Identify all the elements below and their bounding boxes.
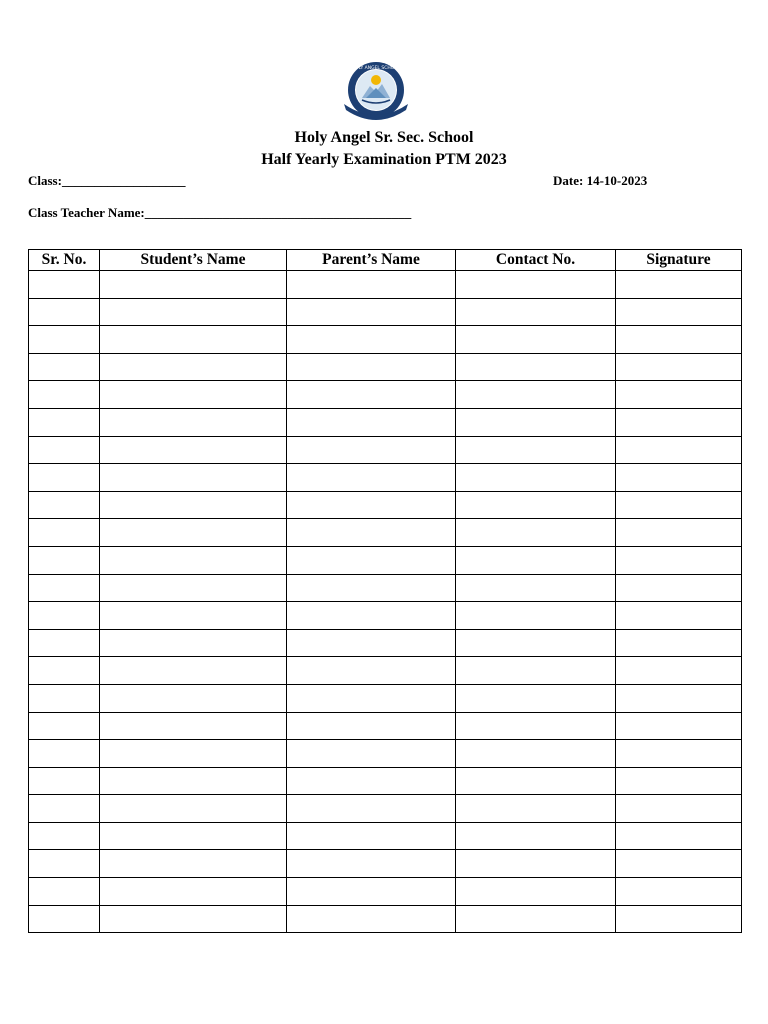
sr-no-cell (29, 353, 100, 381)
student-name-cell (100, 602, 287, 630)
table-row (29, 381, 742, 409)
table-row (29, 795, 742, 823)
student-name-cell (100, 740, 287, 768)
parent-name-cell (287, 353, 456, 381)
table-row (29, 546, 742, 574)
table-row (29, 602, 742, 630)
column-header-parent-name: Parent’s Name (287, 250, 456, 271)
signature-cell (616, 408, 742, 436)
contact-no-cell (456, 326, 616, 354)
sr-no-cell (29, 574, 100, 602)
parent-name-cell (287, 546, 456, 574)
sr-no-cell (29, 822, 100, 850)
sr-no-cell (29, 271, 100, 299)
signature-cell (616, 822, 742, 850)
sr-no-cell (29, 408, 100, 436)
sr-no-cell (29, 878, 100, 906)
parent-name-cell (287, 740, 456, 768)
signature-cell (616, 464, 742, 492)
student-name-cell (100, 629, 287, 657)
contact-no-cell (456, 546, 616, 574)
parent-name-cell (287, 850, 456, 878)
student-name-cell (100, 684, 287, 712)
table-row (29, 684, 742, 712)
student-name-cell (100, 822, 287, 850)
parent-name-cell (287, 408, 456, 436)
table-row (29, 767, 742, 795)
student-name-cell (100, 408, 287, 436)
student-name-cell (100, 353, 287, 381)
exam-title: Half Yearly Examination PTM 2023 (261, 151, 507, 168)
student-name-cell (100, 464, 287, 492)
table-row (29, 740, 742, 768)
signature-cell (616, 298, 742, 326)
signature-cell (616, 546, 742, 574)
table-row (29, 326, 742, 354)
signature-cell (616, 491, 742, 519)
parent-name-cell (287, 684, 456, 712)
parent-name-cell (287, 436, 456, 464)
sr-no-cell (29, 657, 100, 685)
signature-cell (616, 905, 742, 933)
student-name-cell (100, 546, 287, 574)
student-name-cell (100, 519, 287, 547)
sr-no-cell (29, 381, 100, 409)
signature-cell (616, 574, 742, 602)
table-row (29, 519, 742, 547)
contact-no-cell (456, 850, 616, 878)
contact-no-cell (456, 795, 616, 823)
table-row (29, 491, 742, 519)
parent-name-cell (287, 657, 456, 685)
sr-no-cell (29, 740, 100, 768)
sr-no-cell (29, 629, 100, 657)
signature-cell (616, 381, 742, 409)
table-row (29, 850, 742, 878)
signature-cell (616, 436, 742, 464)
column-header-contact-no: Contact No. (456, 250, 616, 271)
signature-cell (616, 353, 742, 381)
table-row (29, 822, 742, 850)
column-header-student-name: Student’s Name (100, 250, 287, 271)
signature-cell (616, 326, 742, 354)
parent-name-cell (287, 602, 456, 630)
sr-no-cell (29, 519, 100, 547)
signature-cell (616, 602, 742, 630)
sr-no-cell (29, 298, 100, 326)
sr-no-cell (29, 684, 100, 712)
contact-no-cell (456, 878, 616, 906)
table-row (29, 298, 742, 326)
student-name-cell (100, 326, 287, 354)
student-name-cell (100, 767, 287, 795)
school-logo (340, 60, 412, 124)
sr-no-cell (29, 464, 100, 492)
parent-name-cell (287, 519, 456, 547)
contact-no-cell (456, 519, 616, 547)
school-name: Holy Angel Sr. Sec. School (294, 129, 474, 146)
table-row (29, 878, 742, 906)
date-label: Date: 14-10-2023 (553, 173, 648, 188)
parent-name-cell (287, 905, 456, 933)
contact-no-cell (456, 491, 616, 519)
student-name-cell (100, 271, 287, 299)
table-row (29, 657, 742, 685)
signature-cell (616, 878, 742, 906)
contact-no-cell (456, 629, 616, 657)
contact-no-cell (456, 602, 616, 630)
column-header-sr-no: Sr. No. (29, 250, 100, 271)
table-body (29, 271, 742, 933)
class-field: Class:___________________ (28, 173, 186, 188)
sr-no-cell (29, 712, 100, 740)
contact-no-cell (456, 574, 616, 602)
contact-no-cell (456, 298, 616, 326)
parent-name-cell (287, 767, 456, 795)
parent-name-cell (287, 795, 456, 823)
signature-cell (616, 767, 742, 795)
table-row (29, 271, 742, 299)
contact-no-cell (456, 657, 616, 685)
contact-no-cell (456, 712, 616, 740)
contact-no-cell (456, 767, 616, 795)
sr-no-cell (29, 602, 100, 630)
contact-no-cell (456, 408, 616, 436)
sr-no-cell (29, 326, 100, 354)
table-row (29, 629, 742, 657)
contact-no-cell (456, 436, 616, 464)
parent-name-cell (287, 878, 456, 906)
signature-cell (616, 712, 742, 740)
contact-no-cell (456, 353, 616, 381)
student-name-cell (100, 381, 287, 409)
column-header-signature: Signature (616, 250, 742, 271)
sr-no-cell (29, 850, 100, 878)
parent-name-cell (287, 629, 456, 657)
student-name-cell (100, 491, 287, 519)
student-name-cell (100, 878, 287, 906)
signature-cell (616, 850, 742, 878)
parent-name-cell (287, 712, 456, 740)
class-teacher-field: Class Teacher Name:_________________________________________ (28, 205, 412, 220)
signature-cell (616, 629, 742, 657)
signature-cell (616, 657, 742, 685)
table-row (29, 408, 742, 436)
table-row (29, 712, 742, 740)
student-name-cell (100, 905, 287, 933)
student-name-cell (100, 712, 287, 740)
table-row (29, 353, 742, 381)
sr-no-cell (29, 767, 100, 795)
sr-no-cell (29, 905, 100, 933)
contact-no-cell (456, 822, 616, 850)
parent-name-cell (287, 271, 456, 299)
parent-name-cell (287, 464, 456, 492)
logo-text: HOLY ANGEL SCHOOL (351, 66, 401, 71)
signature-cell (616, 271, 742, 299)
table-row (29, 436, 742, 464)
sr-no-cell (29, 436, 100, 464)
student-name-cell (100, 574, 287, 602)
table-row (29, 464, 742, 492)
attendance-table (28, 249, 742, 933)
table-header-row (29, 250, 742, 271)
parent-name-cell (287, 326, 456, 354)
contact-no-cell (456, 684, 616, 712)
table-row (29, 905, 742, 933)
parent-name-cell (287, 574, 456, 602)
contact-no-cell (456, 740, 616, 768)
sr-no-cell (29, 546, 100, 574)
signature-cell (616, 795, 742, 823)
parent-name-cell (287, 298, 456, 326)
signature-cell (616, 740, 742, 768)
signature-cell (616, 684, 742, 712)
contact-no-cell (456, 464, 616, 492)
student-name-cell (100, 436, 287, 464)
contact-no-cell (456, 271, 616, 299)
parent-name-cell (287, 822, 456, 850)
parent-name-cell (287, 381, 456, 409)
table-row (29, 574, 742, 602)
sr-no-cell (29, 795, 100, 823)
contact-no-cell (456, 381, 616, 409)
student-name-cell (100, 298, 287, 326)
contact-no-cell (456, 905, 616, 933)
sr-no-cell (29, 491, 100, 519)
student-name-cell (100, 657, 287, 685)
student-name-cell (100, 795, 287, 823)
parent-name-cell (287, 491, 456, 519)
student-name-cell (100, 850, 287, 878)
signature-cell (616, 519, 742, 547)
